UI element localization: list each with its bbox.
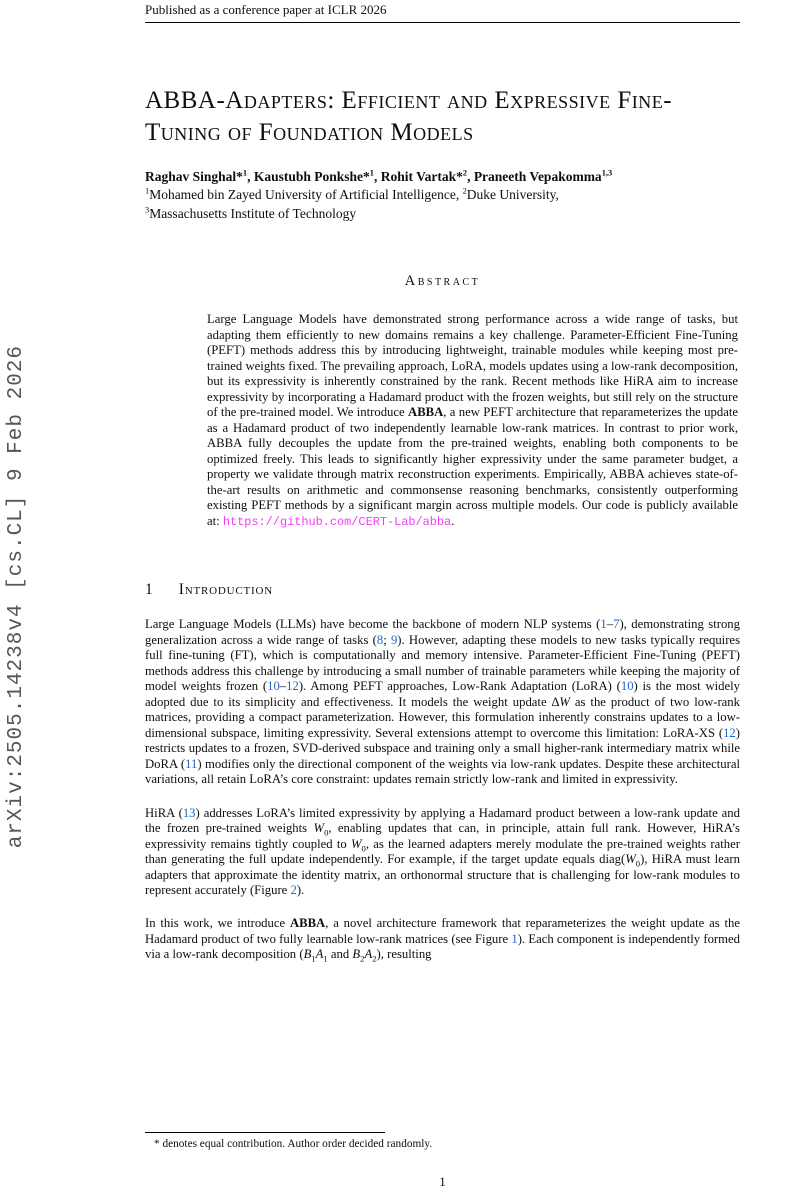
text-segment: ).	[296, 883, 305, 897]
text-segment: 2	[360, 953, 365, 964]
text-segment: ) modifies only the directional component of the weights via low-rank updates. Despite these architectural variations, all retain LoRA’s core constraint: updates remain strictly low-rank and limited in expressivity.	[145, 756, 741, 787]
citation-link[interactable]: 9	[390, 632, 398, 647]
citation-link[interactable]: 13	[182, 805, 196, 820]
text-segment: B	[303, 947, 312, 962]
text-segment: HiRA (	[145, 805, 183, 820]
text-segment: In this work, we introduce	[145, 916, 290, 931]
text-segment: ∆	[551, 694, 560, 709]
citation-link[interactable]: 8	[376, 632, 384, 647]
text-segment: W	[313, 821, 325, 836]
abstract-heading: Abstract	[404, 273, 481, 290]
text-segment: ), demonstrating strong generalization across a wide range of tasks (	[145, 617, 740, 647]
text-segment: A	[315, 947, 324, 962]
text-segment: –	[279, 679, 287, 694]
text-segment: 2	[462, 186, 467, 196]
text-segment: 1	[311, 953, 316, 964]
text-segment: 0	[361, 843, 366, 854]
citation-link[interactable]: 2	[290, 883, 297, 897]
citation-link[interactable]: 11	[185, 756, 198, 771]
conference-header	[145, 0, 740, 23]
author-line	[145, 169, 740, 185]
text-segment: B	[352, 947, 361, 962]
text-segment: and	[327, 947, 353, 962]
text-segment: , enabling updates that can, in principle, attain full rank. However, HiRA’s expressivity remains tightly coupled to	[145, 821, 740, 851]
paper-title: ABBA-Adapters: Efficient and Expressive Fine-Tuning of Foundation Models	[145, 86, 673, 147]
page-number: 1	[439, 1174, 446, 1189]
citation-link[interactable]: 10	[267, 679, 280, 694]
abstract-text	[207, 312, 738, 529]
intro-paragraph-2	[145, 806, 740, 899]
footnote-rule	[145, 1132, 385, 1133]
text-segment: 2	[462, 168, 468, 178]
affiliation-line-2	[145, 204, 740, 223]
text-segment: 0	[324, 827, 329, 838]
text-segment: Duke University,	[466, 187, 559, 203]
text-segment: 1	[369, 168, 374, 178]
text-segment: W	[625, 852, 636, 867]
text-segment: 0	[635, 858, 641, 869]
text-segment: ;	[383, 632, 391, 647]
text-segment: 1	[323, 953, 328, 964]
text-segment: A	[364, 947, 373, 962]
section-heading-introduction	[145, 581, 740, 599]
text-segment: , a new PEFT architecture that reparameterizes the update as a Hadamard product of two independently learnable low-rank matrices. In contrast to prior work, ABBA fully decouples the update from the pre-trained weights, enabling both components to be optimized freely. This leads to significantly higher expressivity under the same parameter budget, a property we validate through matrix reconstruction experiments. Empirically, ABBA achieves state-of-the-art results on arithmetic and commonsense reasoning benchmarks, consistently outperforming existing PEFT methods by a significant margin across multiple models. Our code is publicly available at:	[207, 405, 738, 528]
text-segment: W	[559, 694, 570, 709]
footnote	[145, 1128, 740, 1150]
text-segment: .	[451, 513, 455, 528]
text-segment: Mohamed bin Zayed University of Artificial Intelligence,	[149, 187, 463, 203]
citation-link[interactable]: 12	[286, 679, 299, 694]
text-segment: Raghav Singhal*	[145, 168, 243, 184]
text-segment: Large Language Models have demonstrated strong performance across a wide range of tasks, but adapting them efficiently to new domains remains a key challenge. Parameter-Efficient Fine-Tuning (PEFT) methods address this by introducing lightweight, trainable modules while keeping most pre-trained weights fixed. The prevailing approach, LoRA, models updates using a low-rank decomposition, but its expressivity is inherently constrained by the rank. Recent methods like HiRA aim to increase expressivity by incorporating a Hadamard product with the frozen weights, but still rely on the structure of the pre-trained model. We introduce	[207, 312, 738, 420]
text-segment: 1,3	[601, 168, 613, 178]
footnote-text: * denotes equal contribution. Author order decided randomly.	[154, 1138, 433, 1150]
text-segment: ), HiRA must learn adapters that approximate the identity matrix, an orthonormal structure that is challenging for low-rank modules to represent accurately (Figure	[145, 852, 740, 897]
text-segment: Massachusetts Institute of Technology	[149, 206, 357, 222]
intro-paragraph-3	[145, 916, 740, 962]
text-segment: ) is the most widely adopted due to its simplicity and effectiveness. It models the weight update	[145, 679, 740, 709]
text-segment: ABBA	[408, 405, 444, 420]
citation-link[interactable]: 10	[620, 679, 634, 694]
text-segment: W	[350, 836, 362, 851]
text-segment: 1	[145, 186, 150, 196]
text-segment: , Praneeth Vepakomma	[467, 168, 602, 184]
text-segment: Large Language Models (LLMs) have become the backbone of modern NLP systems (	[145, 617, 601, 632]
citation-link[interactable]: 1	[511, 931, 518, 946]
text-segment: ) addresses LoRA’s limited expressivity by applying a Hadamard product between a low-rank update and the frozen pre-trained weights	[145, 805, 740, 836]
content-column	[145, 0, 740, 963]
text-segment: , as the learned adapters merely modulate the pre-trained weights rather than generating the full update independently. For example, if the target update equals diag(	[145, 836, 740, 867]
text-segment: as the product of two low-rank matrices, providing a compact parameterization. However, this formulation inherently constrains updates to a low-dimensional subspace, limiting expressivity. Several extensions attempt to overcome this limitation: LoRA-XS (	[145, 694, 740, 740]
section-number: 1	[145, 581, 153, 599]
text-segment: ). However, adapting these models to new tasks typically requires full fine-tuning (FT), which is computationally and memory intensive. Parameter-Efficient Fine-Tuning (PEFT) methods address this challenge by introducing a small number of trainable parameters while keeping the majority of model weights frozen (	[145, 632, 741, 694]
text-segment: , a novel architecture framework that reparameterizes the weight update as the Hadamard product of two fully learnable low-rank matrices (see Figure	[145, 916, 740, 946]
text-segment: 3	[145, 205, 150, 215]
citation-link[interactable]: 7	[613, 617, 620, 632]
text-segment: 1	[242, 168, 248, 178]
citation-link[interactable]: 1	[600, 617, 607, 632]
url-link[interactable]: https://github.com/CERT-Lab/abba	[222, 514, 452, 529]
arxiv-stamp: arXiv:2505.14238v4 [cs.CL] 9 Feb 2026	[5, 345, 28, 849]
text-segment: ) restricts updates to a frozen, SVD-derived subspace and training only a small higher-rank intermediary matrix while DoRA (	[145, 725, 740, 771]
intro-paragraph-1	[145, 617, 740, 787]
text-segment: 2	[372, 953, 377, 964]
text-segment: –	[606, 617, 614, 632]
affiliation-line-1	[145, 185, 740, 204]
text-segment: ). Among PEFT approaches, Low-Rank Adaptation (LoRA) (	[298, 679, 621, 694]
text-segment: , Kaustubh Ponkshe*	[247, 168, 370, 184]
section-title: Introduction	[178, 581, 273, 599]
text-segment: ABBA	[289, 916, 326, 931]
text-segment: , Rohit Vartak*	[373, 168, 463, 184]
text-segment: ). Each component is independently formed via a low-rank decomposition (	[145, 931, 740, 962]
text-segment: ), resulting	[376, 947, 432, 962]
citation-link[interactable]: 12	[723, 725, 736, 740]
conference-header-text: Published as a conference paper at ICLR 2026	[145, 2, 387, 17]
